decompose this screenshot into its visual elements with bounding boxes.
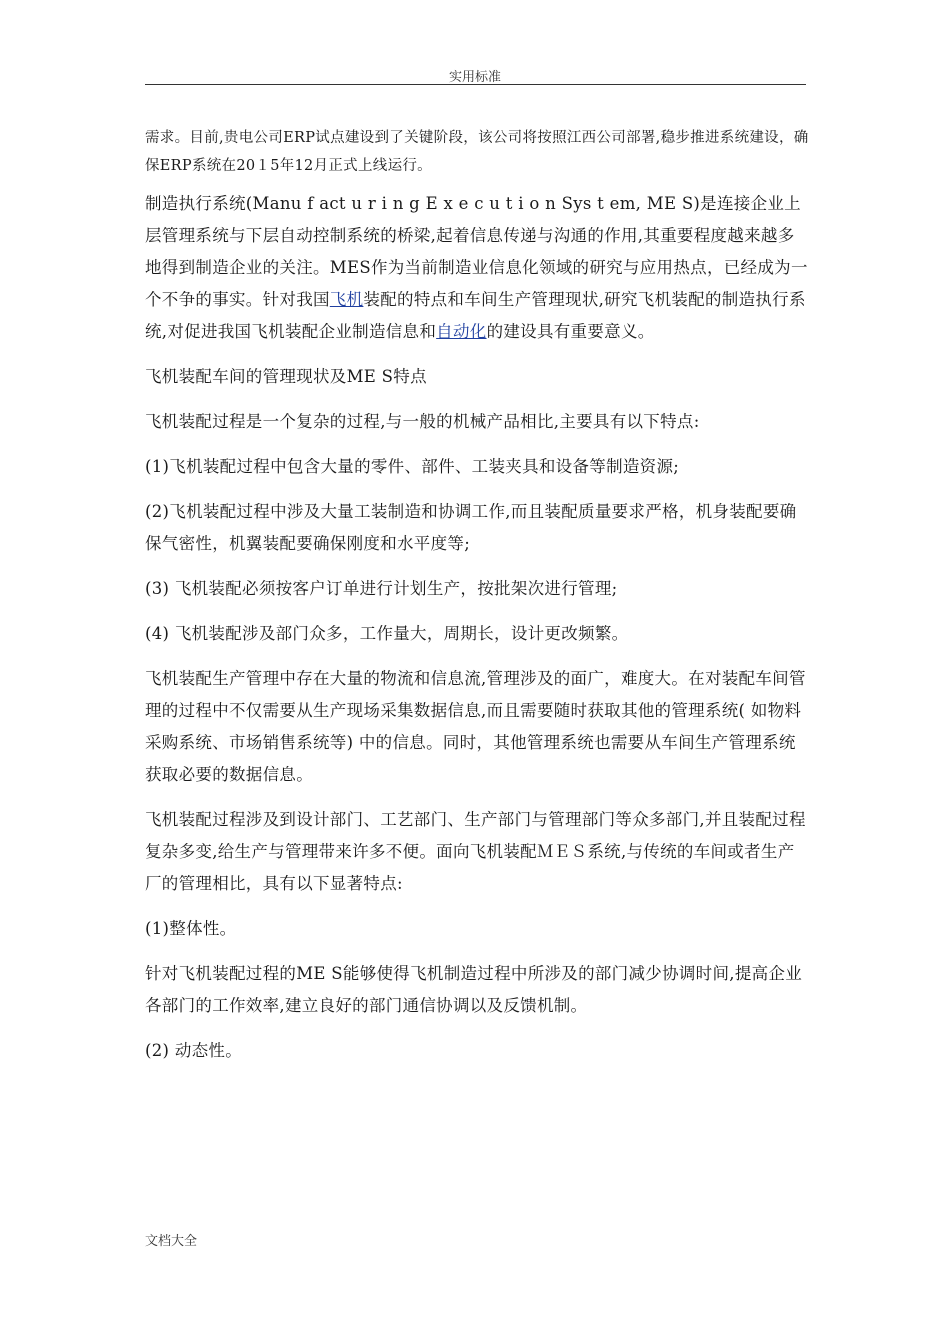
paragraph-text: 制造执行系统(Manu f act u r i n g E x e c u t i o n Sys t em, ME S)是连接企业上层管理系统与下层自动控制系统的桥梁,起着信息传递与沟通的作用,其重要程度越来越多地得到制造企业的关注。MES作为当前制造业信息化领域的研究与应用热点，已经成为一个不争的事实。针对我国 bbox=[145, 194, 808, 309]
header-divider bbox=[145, 84, 806, 85]
paragraph-features-intro: 飞机装配过程是一个复杂的过程,与一般的机械产品相比,主要具有以下特点: bbox=[145, 412, 700, 431]
list-item-3: (3) 飞机装配必须按客户订单进行计划生产，按批架次进行管理; bbox=[145, 579, 618, 598]
paragraph-erp-status: 需求。目前,贵电公司ERP试点建设到了关键阶段，该公司将按照江西公司部署,稳步推进系统建设，确保ERP系统在20１5年12月正式上线运行。 bbox=[145, 130, 809, 174]
list-item-2: (2)飞机装配过程中涉及大量工装制造和协调工作,而且装配质量要求严格，机身装配要确保气密性，机翼装配要确保刚度和水平度等; bbox=[145, 502, 797, 553]
paragraph-text: 的建设具有重要意义。 bbox=[486, 322, 655, 341]
paragraph-integrity: 针对飞机装配过程的ME S能够使得飞机制造过程中所涉及的部门减少协调时间,提高企业各部门的工作效率,建立良好的部门通信协调以及反馈机制。 bbox=[145, 964, 803, 1015]
link-aircraft[interactable]: 飞机 bbox=[329, 290, 364, 309]
page-header: 实用标准 bbox=[448, 70, 501, 85]
paragraph-mes-features: 飞机装配过程涉及到设计部门、工艺部门、生产部门与管理部门等众多部门,并且装配过程复杂多变,给生产与管理带来许多不便。面向飞机装配ＭＥＳ系统,与传统的车间或者生产厂的管理相比，具有以下显著特点: bbox=[145, 810, 806, 893]
feature-heading-2: (2) 动态性。 bbox=[145, 1041, 243, 1060]
feature-heading-1: (1)整体性。 bbox=[145, 919, 237, 938]
paragraph-management: 飞机装配生产管理中存在大量的物流和信息流,管理涉及的面广，难度大。在对装配车间管理的过程中不仅需要从生产现场采集数据信息,而且需要随时获取其他的管理系统( 如物料采购系统、市场销售系统等) 中的信息。同时，其他管理系统也需要从车间生产管理系统获取必要的数据信息。 bbox=[145, 669, 806, 784]
link-automation[interactable]: 自动化 bbox=[436, 322, 487, 341]
list-item-1: (1)飞机装配过程中包含大量的零件、部件、工装夹具和设备等制造资源; bbox=[145, 457, 680, 476]
paragraph-text: 装配的特点和车间生产管理现状,研究飞机装配的制造执行系统,对促进我国飞机装配企业制造信息和 bbox=[145, 290, 806, 341]
section-heading: 飞机装配车间的管理现状及ME S特点 bbox=[145, 367, 427, 386]
page-footer: 文档大全 bbox=[145, 1234, 198, 1249]
paragraph-mes-definition bbox=[145, 188, 810, 348]
document-body bbox=[145, 124, 810, 1067]
list-item-4: (4) 飞机装配涉及部门众多，工作量大，周期长，设计更改频繁。 bbox=[145, 624, 629, 643]
